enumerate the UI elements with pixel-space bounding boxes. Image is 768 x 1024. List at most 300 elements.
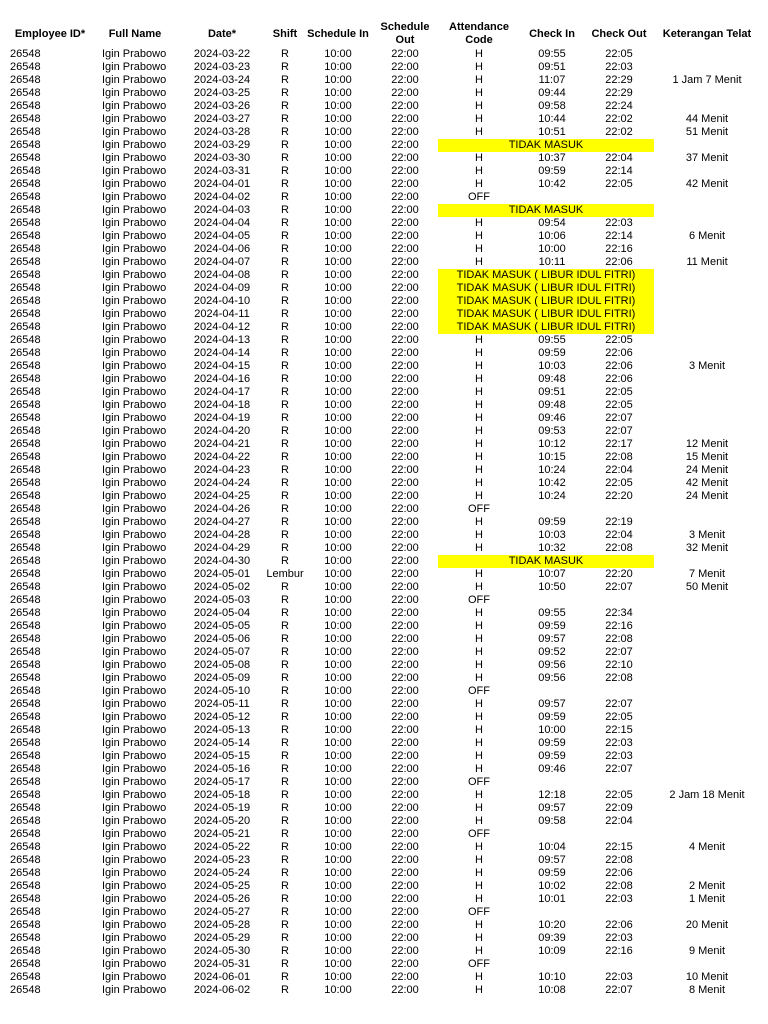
schedule-in-cell: 10:00 [324, 984, 352, 996]
attendance-code-cell: H [475, 61, 483, 73]
full-name-cell: Igin Prabowo [102, 529, 167, 541]
schedule-out-cell: 22:00 [391, 854, 419, 866]
full-name-cell: Igin Prabowo [102, 399, 167, 411]
check-out-cell: 22:06 [605, 256, 633, 268]
table-row [8, 178, 760, 191]
keterangan-telat-cell [654, 61, 760, 74]
table-row [8, 646, 760, 659]
date-cell: 2024-05-28 [193, 919, 251, 931]
table-row [8, 191, 760, 204]
employee-id-cell: 26548 [10, 165, 41, 177]
schedule-out-cell: 22:00 [391, 74, 419, 86]
full-name-cell: Igin Prabowo [102, 295, 167, 307]
full-name-cell: Igin Prabowo [102, 256, 167, 268]
employee-id-cell: 26548 [10, 243, 41, 255]
date-cell: 2024-04-16 [193, 373, 251, 385]
schedule-out-cell: 22:00 [391, 360, 419, 372]
date-cell: 2024-05-06 [193, 633, 251, 645]
attendance-code-cell: H [475, 633, 483, 645]
schedule-out-cell: 22:00 [391, 152, 419, 164]
shift-cell: R [281, 347, 289, 359]
keterangan-telat-cell [654, 373, 760, 386]
shift-cell: R [281, 412, 289, 424]
attendance-code-cell: H [475, 971, 483, 983]
table-row [8, 841, 760, 854]
table-row [8, 607, 760, 620]
keterangan-telat-cell: 20 Menit [685, 919, 729, 931]
absence-note-cell: TIDAK MASUK ( LIBUR IDUL FITRI) [438, 295, 654, 308]
check-in-cell: 10:08 [538, 984, 566, 996]
schedule-in-cell: 10:00 [324, 607, 352, 619]
check-in-cell: 09:55 [538, 607, 566, 619]
date-cell: 2024-04-15 [193, 360, 251, 372]
employee-id-cell: 26548 [10, 854, 41, 866]
employee-id-cell: 26548 [10, 295, 41, 307]
attendance-table [8, 20, 760, 997]
table-row [8, 61, 760, 74]
check-out-cell: 22:02 [605, 126, 633, 138]
schedule-in-cell: 10:00 [324, 321, 352, 333]
check-in-cell: 09:59 [538, 165, 566, 177]
keterangan-telat-cell [654, 724, 760, 737]
employee-id-cell: 26548 [10, 555, 41, 567]
check-out-cell: 22:29 [605, 87, 633, 99]
full-name-cell: Igin Prabowo [102, 542, 167, 554]
employee-id-cell: 26548 [10, 464, 41, 476]
employee-id-cell: 26548 [10, 308, 41, 320]
check-in-cell: 09:44 [538, 87, 566, 99]
date-cell: 2024-03-27 [193, 113, 251, 125]
schedule-out-cell: 22:00 [391, 958, 419, 970]
check-out-cell: 22:03 [605, 750, 633, 762]
full-name-cell: Igin Prabowo [102, 867, 167, 879]
attendance-code-cell: H [475, 477, 483, 489]
attendance-code-cell: H [475, 724, 483, 736]
schedule-in-cell: 10:00 [324, 542, 352, 554]
check-out-cell: 22:06 [605, 867, 633, 879]
shift-cell: R [281, 126, 289, 138]
check-in-cell: 10:15 [538, 451, 566, 463]
check-out-cell: 22:14 [605, 230, 633, 242]
check-in-cell: 09:54 [538, 217, 566, 229]
absence-note-cell: TIDAK MASUK [438, 204, 654, 217]
check-in-cell [520, 828, 584, 841]
shift-cell: R [281, 607, 289, 619]
keterangan-telat-cell [654, 854, 760, 867]
header-schedule-out: Schedule Out [380, 21, 430, 46]
full-name-cell: Igin Prabowo [102, 360, 167, 372]
table-row [8, 412, 760, 425]
date-cell: 2024-05-18 [193, 789, 251, 801]
schedule-in-cell: 10:00 [324, 100, 352, 112]
schedule-out-cell: 22:00 [391, 243, 419, 255]
full-name-cell: Igin Prabowo [102, 802, 167, 814]
date-cell: 2024-04-04 [193, 217, 251, 229]
employee-id-cell: 26548 [10, 659, 41, 671]
keterangan-telat-cell [654, 217, 760, 230]
check-in-cell: 10:03 [538, 360, 566, 372]
keterangan-telat-cell [654, 672, 760, 685]
schedule-out-cell: 22:00 [391, 971, 419, 983]
date-cell: 2024-05-03 [193, 594, 251, 606]
table-row [8, 295, 760, 308]
employee-id-cell: 26548 [10, 139, 41, 151]
date-cell: 2024-05-07 [193, 646, 251, 658]
schedule-in-cell: 10:00 [324, 945, 352, 957]
schedule-out-cell: 22:00 [391, 295, 419, 307]
schedule-in-cell: 10:00 [324, 87, 352, 99]
schedule-in-cell: 10:00 [324, 243, 352, 255]
full-name-cell: Igin Prabowo [102, 659, 167, 671]
full-name-cell: Igin Prabowo [102, 347, 167, 359]
full-name-cell: Igin Prabowo [102, 217, 167, 229]
table-row [8, 425, 760, 438]
keterangan-telat-cell [654, 737, 760, 750]
check-in-cell: 10:42 [538, 178, 566, 190]
date-cell: 2024-06-02 [193, 984, 251, 996]
keterangan-telat-cell: 1 Jam 7 Menit [672, 74, 742, 86]
table-row [8, 282, 760, 295]
employee-id-cell: 26548 [10, 737, 41, 749]
shift-cell: R [281, 373, 289, 385]
employee-id-cell: 26548 [10, 256, 41, 268]
table-row [8, 893, 760, 906]
keterangan-telat-cell [654, 698, 760, 711]
schedule-in-cell: 10:00 [324, 789, 352, 801]
schedule-in-cell: 10:00 [324, 802, 352, 814]
schedule-out-cell: 22:00 [391, 555, 419, 567]
check-out-cell: 22:08 [605, 672, 633, 684]
full-name-cell: Igin Prabowo [102, 841, 167, 853]
schedule-in-cell: 10:00 [324, 165, 352, 177]
keterangan-telat-cell [654, 802, 760, 815]
schedule-in-cell: 10:00 [324, 893, 352, 905]
check-out-cell: 22:03 [605, 217, 633, 229]
schedule-in-cell: 10:00 [324, 126, 352, 138]
employee-id-cell: 26548 [10, 477, 41, 489]
schedule-out-cell: 22:00 [391, 321, 419, 333]
check-in-cell: 09:59 [538, 711, 566, 723]
attendance-code-cell: H [475, 425, 483, 437]
date-cell: 2024-05-30 [193, 945, 251, 957]
full-name-cell: Igin Prabowo [102, 750, 167, 762]
employee-id-cell: 26548 [10, 633, 41, 645]
date-cell: 2024-04-22 [193, 451, 251, 463]
check-out-cell: 22:20 [605, 568, 633, 580]
schedule-out-cell: 22:00 [391, 113, 419, 125]
check-out-cell: 22:16 [605, 243, 633, 255]
date-cell: 2024-03-24 [193, 74, 251, 86]
schedule-out-cell: 22:00 [391, 828, 419, 840]
date-cell: 2024-04-11 [194, 308, 250, 320]
employee-id-cell: 26548 [10, 529, 41, 541]
shift-cell: R [281, 672, 289, 684]
keterangan-telat-cell [654, 659, 760, 672]
check-out-cell: 22:19 [605, 516, 633, 528]
keterangan-telat-cell [654, 425, 760, 438]
attendance-code-cell: H [475, 399, 483, 411]
check-in-cell: 10:04 [538, 841, 566, 853]
absence-note-cell: TIDAK MASUK ( LIBUR IDUL FITRI) [438, 282, 654, 295]
table-row [8, 204, 760, 217]
keterangan-telat-cell: 2 Jam 18 Menit [669, 789, 745, 801]
schedule-out-cell: 22:00 [391, 672, 419, 684]
shift-cell: R [281, 490, 289, 502]
check-out-cell: 22:07 [605, 698, 633, 710]
employee-id-cell: 26548 [10, 880, 41, 892]
attendance-code-cell: H [475, 113, 483, 125]
date-cell: 2024-03-30 [193, 152, 251, 164]
table-row [8, 386, 760, 399]
full-name-cell: Igin Prabowo [102, 308, 167, 320]
schedule-out-cell: 22:00 [391, 87, 419, 99]
keterangan-telat-cell [654, 48, 760, 61]
full-name-cell: Igin Prabowo [102, 61, 167, 73]
date-cell: 2024-04-01 [193, 178, 251, 190]
check-out-cell [584, 906, 654, 919]
employee-id-cell: 26548 [10, 867, 41, 879]
shift-cell: R [281, 425, 289, 437]
header-full-name: Full Name [108, 27, 162, 40]
keterangan-telat-cell [654, 646, 760, 659]
attendance-code-cell: H [475, 698, 483, 710]
attendance-code-cell: H [475, 373, 483, 385]
keterangan-telat-cell: 10 Menit [685, 971, 729, 983]
full-name-cell: Igin Prabowo [102, 230, 167, 242]
keterangan-telat-cell [654, 100, 760, 113]
shift-cell: R [281, 737, 289, 749]
date-cell: 2024-05-26 [193, 893, 251, 905]
schedule-out-cell: 22:00 [391, 347, 419, 359]
schedule-in-cell: 10:00 [324, 295, 352, 307]
shift-cell: R [281, 620, 289, 632]
employee-id-cell: 26548 [10, 282, 41, 294]
date-cell: 2024-05-15 [193, 750, 251, 762]
table-row [8, 763, 760, 776]
schedule-in-cell: 10:00 [324, 971, 352, 983]
table-row [8, 399, 760, 412]
attendance-code-cell: H [475, 87, 483, 99]
attendance-code-cell: H [475, 568, 483, 580]
schedule-in-cell: 10:00 [324, 334, 352, 346]
shift-cell: R [281, 269, 289, 281]
schedule-out-cell: 22:00 [391, 516, 419, 528]
absence-note-cell: TIDAK MASUK ( LIBUR IDUL FITRI) [438, 269, 654, 282]
schedule-in-cell: 10:00 [324, 880, 352, 892]
schedule-in-cell: 10:00 [324, 217, 352, 229]
check-out-cell: 22:24 [605, 100, 633, 112]
date-cell: 2024-05-21 [193, 828, 251, 840]
schedule-in-cell: 10:00 [324, 477, 352, 489]
employee-id-cell: 26548 [10, 204, 41, 216]
schedule-in-cell: 10:00 [324, 48, 352, 60]
table-row [8, 620, 760, 633]
schedule-in-cell: 10:00 [324, 113, 352, 125]
table-body [8, 48, 760, 997]
check-out-cell: 22:15 [605, 724, 633, 736]
check-in-cell: 10:11 [538, 256, 566, 268]
full-name-cell: Igin Prabowo [102, 724, 167, 736]
check-in-cell [520, 594, 584, 607]
check-in-cell: 10:12 [538, 438, 566, 450]
date-cell: 2024-04-21 [193, 438, 251, 450]
header-shift: Shift [272, 27, 298, 40]
schedule-out-cell: 22:00 [391, 594, 419, 606]
keterangan-telat-cell [654, 763, 760, 776]
schedule-out-cell: 22:00 [391, 750, 419, 762]
table-row [8, 984, 760, 997]
schedule-in-cell: 10:00 [324, 412, 352, 424]
keterangan-telat-cell [654, 269, 760, 282]
schedule-out-cell: 22:00 [391, 386, 419, 398]
attendance-code-cell: OFF [468, 685, 490, 697]
check-out-cell [584, 958, 654, 971]
attendance-code-cell: OFF [468, 503, 490, 515]
schedule-in-cell: 10:00 [324, 503, 352, 515]
keterangan-telat-cell [654, 828, 760, 841]
check-out-cell: 22:05 [605, 789, 633, 801]
shift-cell: R [281, 555, 289, 567]
employee-id-cell: 26548 [10, 958, 41, 970]
check-out-cell: 22:05 [605, 48, 633, 60]
attendance-code-cell: H [475, 659, 483, 671]
table-row [8, 113, 760, 126]
keterangan-telat-cell: 3 Menit [688, 529, 726, 541]
schedule-in-cell: 10:00 [324, 568, 352, 580]
full-name-cell: Igin Prabowo [102, 191, 167, 203]
shift-cell: R [281, 191, 289, 203]
schedule-out-cell: 22:00 [391, 100, 419, 112]
employee-id-cell: 26548 [10, 581, 41, 593]
table-row [8, 698, 760, 711]
shift-cell: R [281, 724, 289, 736]
check-in-cell [520, 958, 584, 971]
schedule-out-cell: 22:00 [391, 165, 419, 177]
schedule-out-cell: 22:00 [391, 607, 419, 619]
employee-id-cell: 26548 [10, 126, 41, 138]
shift-cell: R [281, 477, 289, 489]
full-name-cell: Igin Prabowo [102, 646, 167, 658]
shift-cell: R [281, 139, 289, 151]
full-name-cell: Igin Prabowo [102, 243, 167, 255]
full-name-cell: Igin Prabowo [102, 984, 167, 996]
check-in-cell: 10:09 [538, 945, 566, 957]
schedule-in-cell: 10:00 [324, 867, 352, 879]
schedule-in-cell: 10:00 [324, 347, 352, 359]
absence-note-cell: TIDAK MASUK [438, 555, 654, 568]
schedule-in-cell: 10:00 [324, 815, 352, 827]
check-out-cell: 22:20 [605, 490, 633, 502]
keterangan-telat-cell: 50 Menit [685, 581, 729, 593]
check-in-cell: 09:57 [538, 698, 566, 710]
full-name-cell: Igin Prabowo [102, 321, 167, 333]
check-in-cell: 09:46 [538, 763, 566, 775]
schedule-out-cell: 22:00 [391, 568, 419, 580]
full-name-cell: Igin Prabowo [102, 477, 167, 489]
keterangan-telat-cell: 2 Menit [688, 880, 726, 892]
attendance-code-cell: H [475, 789, 483, 801]
check-in-cell: 09:59 [538, 347, 566, 359]
employee-id-cell: 26548 [10, 789, 41, 801]
table-row [8, 438, 760, 451]
employee-id-cell: 26548 [10, 321, 41, 333]
schedule-out-cell: 22:00 [391, 399, 419, 411]
schedule-in-cell: 10:00 [324, 152, 352, 164]
check-in-cell: 09:57 [538, 802, 566, 814]
check-out-cell: 22:17 [605, 438, 633, 450]
date-cell: 2024-05-05 [193, 620, 251, 632]
table-row [8, 516, 760, 529]
schedule-out-cell: 22:00 [391, 620, 419, 632]
check-in-cell: 10:01 [538, 893, 566, 905]
keterangan-telat-cell: 32 Menit [685, 542, 729, 554]
attendance-code-cell: H [475, 165, 483, 177]
date-cell: 2024-03-23 [193, 61, 251, 73]
schedule-out-cell: 22:00 [391, 880, 419, 892]
employee-id-cell: 26548 [10, 399, 41, 411]
table-row [8, 971, 760, 984]
date-cell: 2024-04-19 [193, 412, 251, 424]
employee-id-cell: 26548 [10, 828, 41, 840]
attendance-code-cell: H [475, 984, 483, 996]
check-in-cell: 09:55 [538, 48, 566, 60]
schedule-in-cell: 10:00 [324, 256, 352, 268]
schedule-out-cell: 22:00 [391, 737, 419, 749]
table-row [8, 672, 760, 685]
attendance-code-cell: H [475, 360, 483, 372]
shift-cell: R [281, 958, 289, 970]
header-check-out: Check Out [591, 27, 647, 40]
full-name-cell: Igin Prabowo [102, 815, 167, 827]
check-in-cell: 09:59 [538, 737, 566, 749]
date-cell: 2024-04-12 [193, 321, 251, 333]
employee-id-cell: 26548 [10, 568, 41, 580]
shift-cell: Lembur [266, 568, 304, 580]
keterangan-telat-cell: 42 Menit [685, 477, 729, 489]
shift-cell: R [281, 594, 289, 606]
employee-id-cell: 26548 [10, 217, 41, 229]
schedule-in-cell: 10:00 [324, 958, 352, 970]
employee-id-cell: 26548 [10, 74, 41, 86]
schedule-out-cell: 22:00 [391, 48, 419, 60]
header-row [8, 20, 760, 48]
shift-cell: R [281, 646, 289, 658]
employee-id-cell: 26548 [10, 178, 41, 190]
attendance-code-cell: H [475, 74, 483, 86]
schedule-in-cell: 10:00 [324, 854, 352, 866]
date-cell: 2024-04-06 [193, 243, 251, 255]
schedule-out-cell: 22:00 [391, 984, 419, 996]
shift-cell: R [281, 256, 289, 268]
keterangan-telat-cell [654, 633, 760, 646]
attendance-code-cell: H [475, 152, 483, 164]
schedule-out-cell: 22:00 [391, 633, 419, 645]
table-row [8, 347, 760, 360]
shift-cell: R [281, 880, 289, 892]
check-out-cell: 22:07 [605, 412, 633, 424]
employee-id-cell: 26548 [10, 113, 41, 125]
keterangan-telat-cell: 15 Menit [685, 451, 729, 463]
check-in-cell: 10:00 [538, 724, 566, 736]
full-name-cell: Igin Prabowo [102, 854, 167, 866]
table-row [8, 750, 760, 763]
check-out-cell: 22:08 [605, 542, 633, 554]
schedule-out-cell: 22:00 [391, 646, 419, 658]
schedule-out-cell: 22:00 [391, 256, 419, 268]
attendance-code-cell: OFF [468, 828, 490, 840]
full-name-cell: Igin Prabowo [102, 139, 167, 151]
shift-cell: R [281, 932, 289, 944]
